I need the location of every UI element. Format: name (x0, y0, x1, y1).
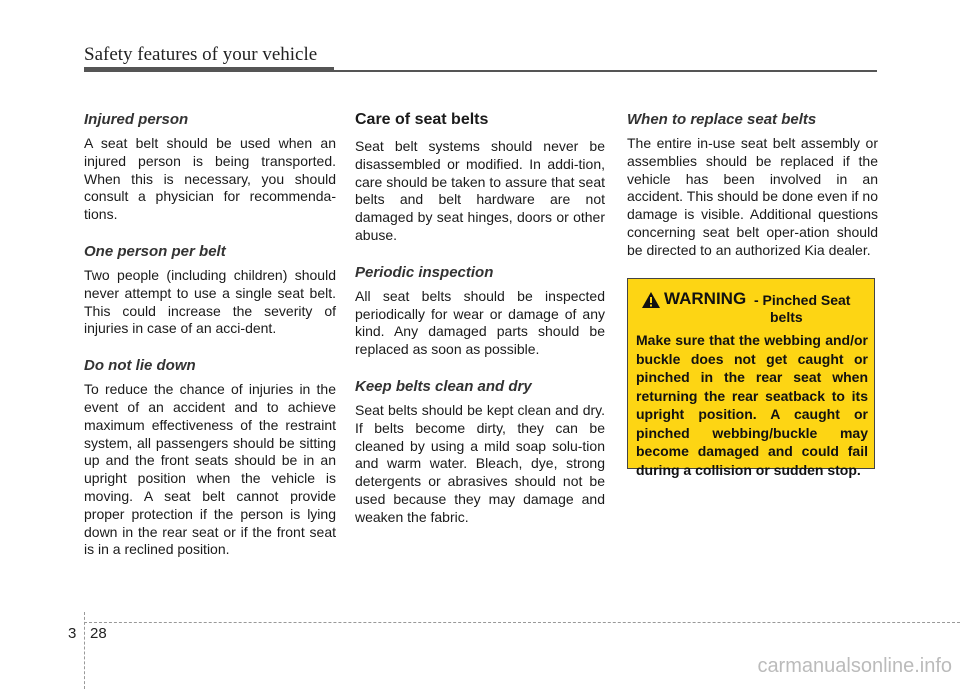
text-periodic-inspection: All seat belts should be inspected periodically for wear or damage of any kind. Any damaged parts should be replaced as soon as possible. (355, 287, 605, 358)
heading-one-person-per-belt: One person per belt (84, 242, 226, 260)
text-when-to-replace: The entire in-use seat belt assembly or assemblies should be replaced if the vehicle has been involved in an accident. This should be done even if no damage is visible. Additional questions concerning seat belt oper-ation should be directed to an authorized Kia dealer. (627, 135, 878, 258)
text-care-of-seat-belts: Seat belt systems should never be disassembled or modified. In addi-tion, care should be taken to assure that seat belts and belt hardware are not damaged by seat hinges, doors or other abuse. (355, 138, 605, 243)
warning-subtitle-line2: belts (770, 309, 803, 325)
header-rule-thin (334, 70, 877, 72)
page-header-title: Safety features of your vehicle (84, 44, 318, 65)
footer-rule (84, 622, 960, 623)
heading-injured-person: Injured person (84, 111, 189, 128)
warning-triangle-icon (641, 291, 661, 309)
warning-label: WARNING (664, 289, 747, 308)
page-number: 28 (90, 625, 107, 642)
text-one-person-per-belt: Two people (including children) should never attempt to use a single seat belt. This could increase the severity of injuries in case of an acci-dent. (84, 266, 336, 337)
header-rule-thick (84, 67, 334, 72)
warning-text: Make sure that the webbing and/or buckle does not get caught or pinched in the rear seat when returning the rear seatback to its upright position. A caught or pinched webbing/buckle may become damaged and could fail during a collision or sudden stop. (636, 332, 868, 478)
warning-box (627, 278, 875, 478)
heading-when-to-replace: When to replace seat belts (627, 111, 817, 128)
heading-do-not-lie-down: Do not lie down (84, 357, 196, 375)
warning-header (628, 289, 874, 329)
page-chapter-number: 3 (68, 625, 77, 642)
text-keep-belts-clean: Seat belts should be kept clean and dry. If belts become dirty, they can be cleaned by using a mild soap solu-tion and warm water. Bleach, dye, strong detergents or abrasives should not be used because they may damage and weaken the fabric. (355, 401, 605, 525)
watermark-text: carmanualsonline.info (757, 655, 952, 677)
heading-keep-belts-clean: Keep belts clean and dry (355, 377, 532, 395)
footer-vertical-rule (84, 612, 85, 689)
heading-care-of-seat-belts: Care of seat belts (355, 111, 489, 128)
column-left (84, 110, 336, 577)
warning-subtitle-line1: - Pinched Seat (754, 292, 851, 308)
text-injured-person: A seat belt should be used when an injured person is being transported. When this is necessary, you should consult a physician for recommenda-tions. (84, 135, 336, 223)
column-middle (355, 110, 605, 545)
text-do-not-lie-down: To reduce the chance of injuries in the event of an accident and to achieve maximum effectiveness of the restraint system, all passengers should be sitting up and the front seats should be in an upright position when the vehicle is moving. A seat belt cannot provide proper protection if the person is lying down in the rear seat or if the front seat is in a reclined position. (84, 381, 336, 558)
column-right (627, 110, 878, 278)
heading-periodic-inspection: Periodic inspection (355, 263, 494, 281)
